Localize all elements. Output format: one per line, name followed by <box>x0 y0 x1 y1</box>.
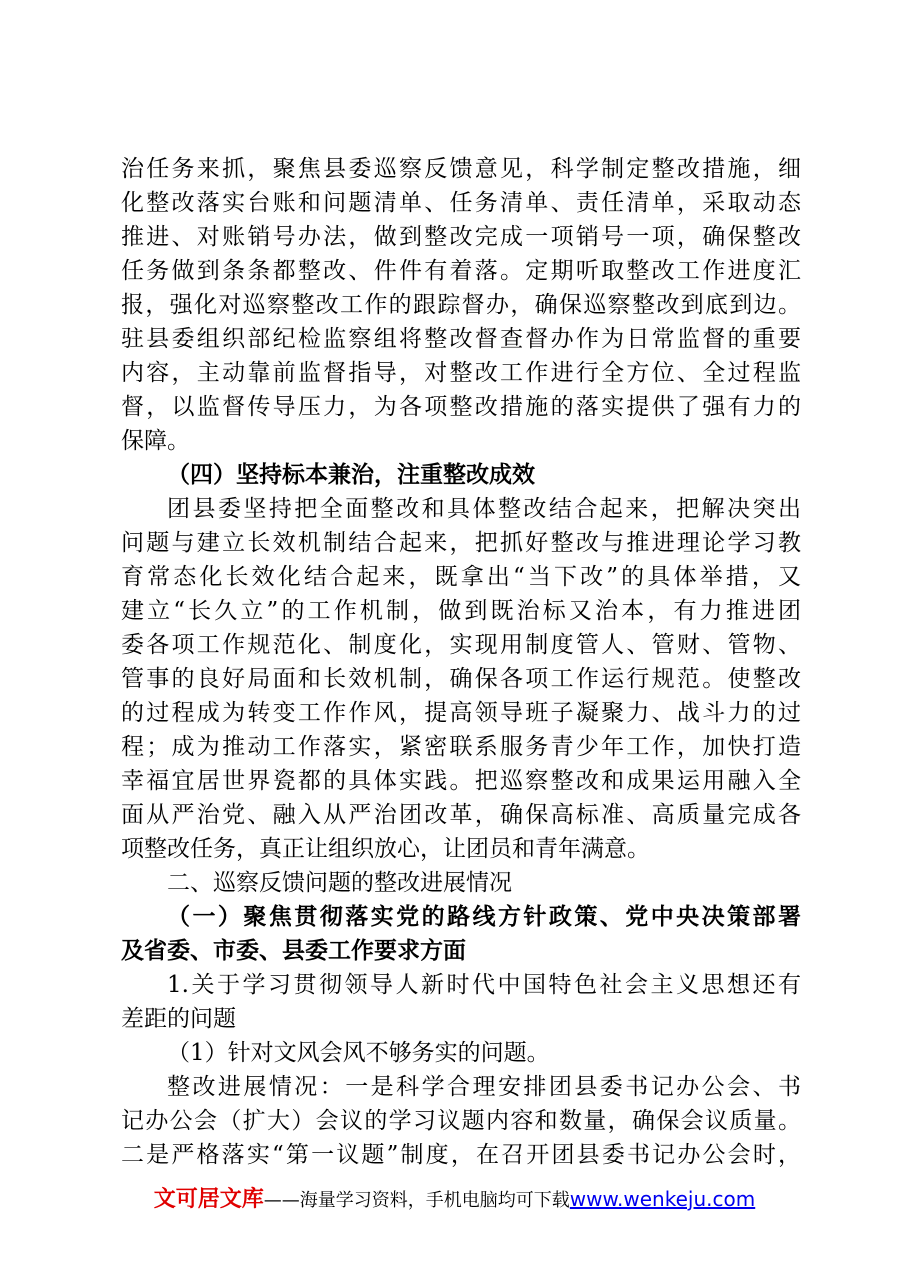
body-line: 面从严治党、融入从严治团改革，确保高标准、高质量完成各 <box>121 802 801 828</box>
body-line: 二是严格落实“第一议题”制度，在召开团县委书记办公会时， <box>121 1142 801 1168</box>
body-line: 治任务来抓，聚焦县委巡察反馈意见，科学制定整改措施，细 <box>121 156 801 182</box>
body-line: 内容，主动靠前监督指导，对整改工作进行全方位、全过程监 <box>121 360 801 386</box>
body-line: 委各项工作规范化、制度化，实现用制度管人、管财、管物、 <box>121 632 801 658</box>
body-line: 化整改落实台账和问题清单、任务清单、责任清单，采取动态 <box>121 190 801 216</box>
paragraph-first-line: 团县委坚持把全面整改和具体整改结合起来，把解决突出 <box>167 496 801 522</box>
body-line: 督，以监督传导压力，为各项整改措施的落实提供了强有力的 <box>121 394 801 420</box>
footer-banner <box>0 1182 909 1213</box>
body-line: 推进、对账销号办法，做到整改完成一项销号一项，确保整改 <box>121 224 801 250</box>
paragraph-first-line: 整改进展情况：一是科学合理安排团县委书记办公会、书 <box>167 1074 801 1100</box>
footer-brand: 文可居文库 <box>153 1187 264 1212</box>
footer-tagline: ——海量学习资料，手机电脑均可下载 <box>263 1190 570 1211</box>
item-heading: 1.关于学习贯彻领导人新时代中国特色社会主义思想还有 <box>167 972 801 998</box>
section-heading: （四）坚持标本兼治，注重整改成效 <box>167 461 535 488</box>
body-line: 建立“长久立”的工作机制，做到既治标又治本，有力推进团 <box>121 598 801 624</box>
footer-url-link[interactable]: www.wenkeju.com <box>569 1187 756 1211</box>
subsection-heading: （一）聚焦贯彻落实党的路线方针政策、党中央决策部署 <box>167 903 801 930</box>
sub-item-heading: （1）针对文风会风不够务实的问题。 <box>167 1040 550 1066</box>
body-line: 记办公会（扩大）会议的学习议题内容和数量，确保会议质量。 <box>121 1108 801 1134</box>
body-line: 管事的良好局面和长效机制，确保各项工作运行规范。使整改 <box>121 666 801 692</box>
body-line: 任务做到条条都整改、件件有着落。定期听取整改工作进度汇 <box>121 258 801 284</box>
body-line: 育常态化长效化结合起来，既拿出“当下改”的具体举措，又 <box>121 564 801 590</box>
body-line: 驻县委组织部纪检监察组将整改督查督办作为日常监督的重要 <box>121 326 801 352</box>
body-line: 幸福宜居世界瓷都的具体实践。把巡察整改和成果运用融入全 <box>121 768 801 794</box>
subsection-heading-cont: 及省委、市委、县委工作要求方面 <box>121 937 466 964</box>
body-line: 报，强化对巡察整改工作的跟踪督办，确保巡察整改到底到边。 <box>121 292 801 318</box>
body-line: 的过程成为转变工作作风，提高领导班子凝聚力、战斗力的过 <box>121 700 801 726</box>
body-line: 保障。 <box>121 428 190 454</box>
item-heading-cont: 差距的问题 <box>121 1006 236 1032</box>
body-line: 问题与建立长效机制结合起来，把抓好整改与推进理论学习教 <box>121 530 801 556</box>
chapter-heading: 二、巡察反馈问题的整改进展情况 <box>167 870 512 896</box>
body-line: 程；成为推动工作落实，紧密联系服务青少年工作，加快打造 <box>121 734 801 760</box>
body-line: 项整改任务，真正让组织放心，让团员和青年满意。 <box>121 836 650 862</box>
